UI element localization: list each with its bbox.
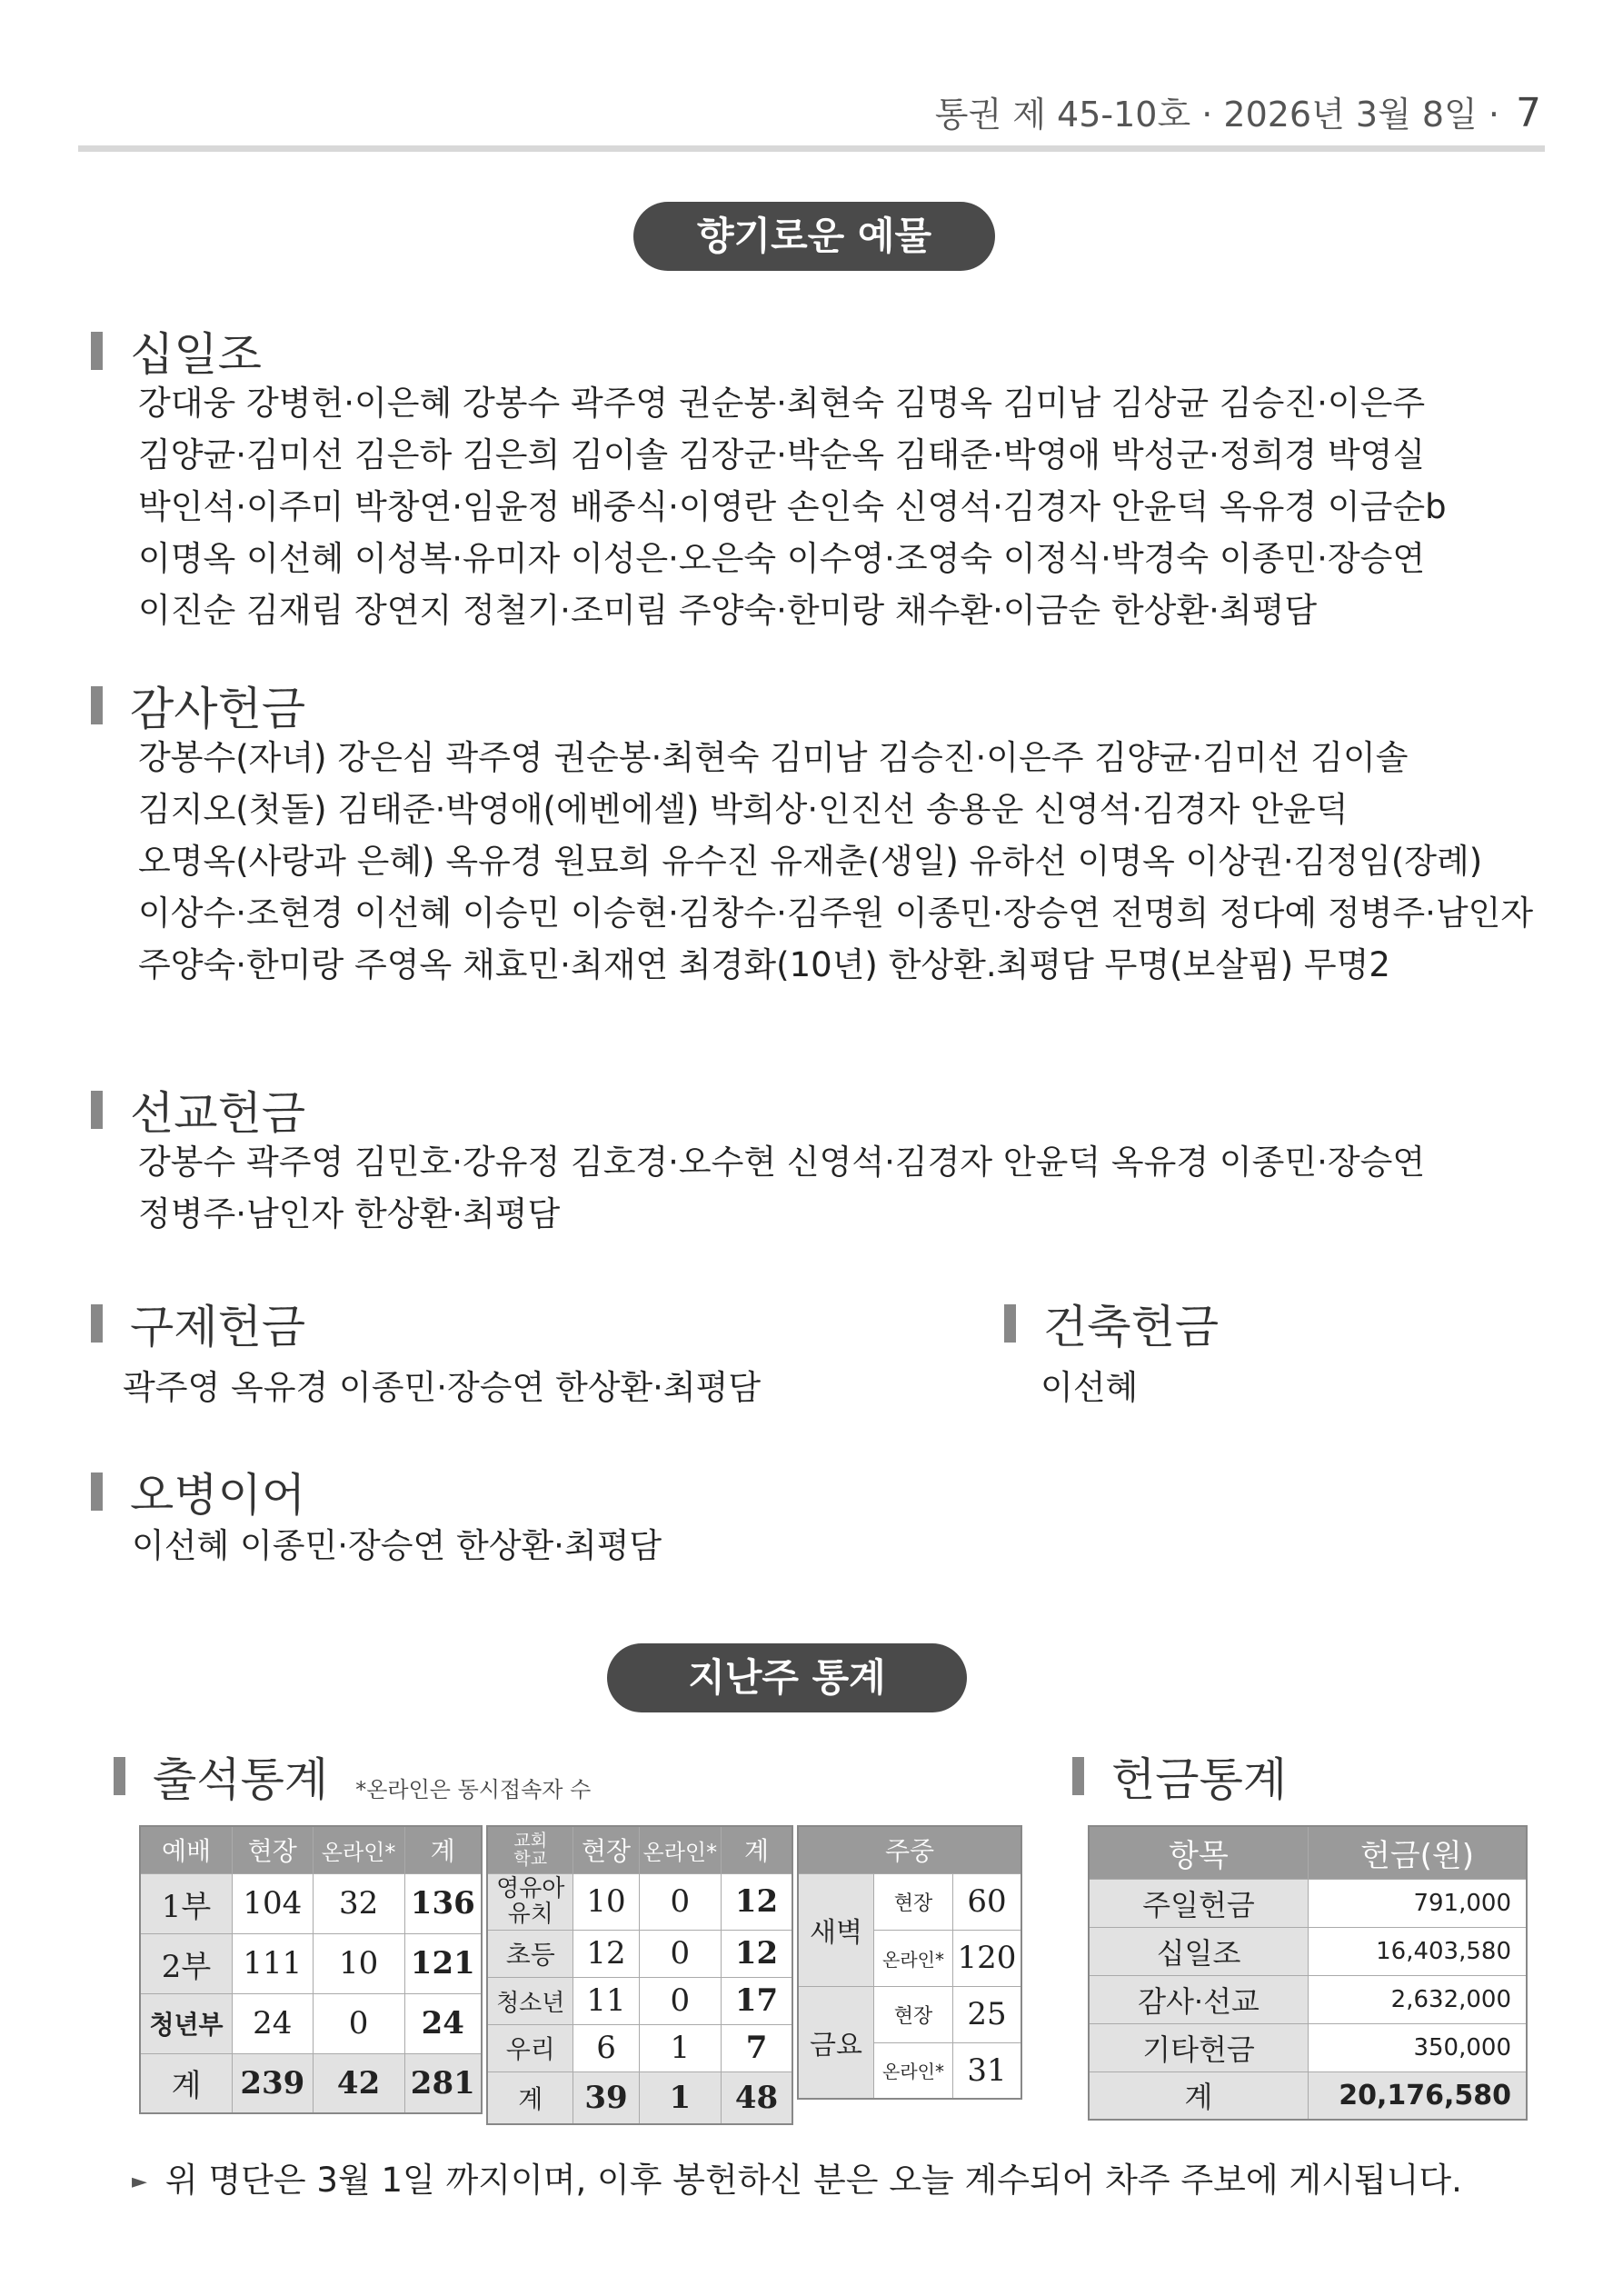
group-label: 금요 [798,1986,874,2099]
thanks-names [138,732,1533,991]
cell: 121 [404,1933,482,1993]
heading-bar [91,332,103,370]
cell: 0 [639,1930,722,1977]
name-line: 박인석·이주미 박창연·임윤정 배중식·이영란 손인숙 신영석·김경자 안윤덕 옥유경 이금순b [138,487,1447,526]
cell: 0 [313,1993,404,2053]
cell: 791,000 [1309,1879,1528,1927]
row-label: 감사·선교 [1089,1975,1309,2023]
footnote [132,2152,1462,2201]
sub-label: 현장 [874,1873,953,1930]
mission-names [138,1136,1425,1240]
name-line: 정병주·남인자 한상환·최평담 [138,1194,561,1233]
relief-title: 구제헌금 [130,1301,306,1353]
cell: 10 [313,1933,404,1993]
building-heading [1004,1291,1219,1356]
sub-label: 온라인* [874,1930,953,1986]
cell: 24 [404,1993,482,2053]
attendance-note: *온라인은 동시접속자 수 [355,1777,592,1802]
worship-attendance-table [139,1825,483,2114]
table-row [798,1986,1021,2042]
name-line: 강대웅 강병헌·이은혜 강봉수 곽주영 권순봉·최현숙 김명옥 김미남 김상균 김승진·이은주 [138,384,1426,423]
col-header: 현장 [233,1826,314,1873]
table-row [487,1977,792,2024]
cell: 1 [639,2024,722,2071]
heading-bar [1072,1757,1084,1795]
col-header: 현장 [573,1826,639,1873]
row-label: 우리 [487,2024,573,2071]
row-label: 계 [140,2053,233,2113]
table-row [798,1873,1021,1930]
cell: 120 [953,1930,1022,1986]
row-label: 청년부 [140,1993,233,2053]
issue-info: 통권 제 45-10호 · 2026년 3월 8일 · [934,95,1499,135]
table-row [1089,2023,1527,2071]
name-line: 곽주영 옥유경 이종민·장승연 한상환·최평담 [123,1368,762,1407]
col-header: 예배 [140,1826,233,1873]
mission-heading [91,1077,305,1143]
row-label: 계 [487,2071,573,2124]
cell: 281 [404,2053,482,2113]
table-row [1089,1879,1527,1927]
table-row [1089,1975,1527,2023]
school-attendance-table [486,1825,793,2125]
col-header: 항목 [1089,1826,1309,1879]
cell: 31 [953,2042,1022,2099]
name-line: 이명옥 이선혜 이성복·유미자 이성은·오은숙 이수영·조영숙 이정식·박경숙 이종민·장승연 [138,539,1426,578]
tithe-names [138,377,1447,636]
name-line: 김양균·김미선 김은하 김은희 김이솔 김장군·박순옥 김태준·박영애 박성군·정희경 박영실 [138,435,1426,474]
cell: 11 [573,1977,639,2024]
name-line: 김지오(첫돌) 김태준·박영애(에벤에셀) 박희상·인진선 송용운 신영석·김경자 안윤덕 [138,790,1349,829]
table-row [140,1873,482,1933]
total-row [1089,2071,1527,2120]
cell: 136 [404,1873,482,1933]
stats-section-pill: 지난주 통계 [607,1643,967,1712]
cell: 239 [233,2053,314,2113]
cell: 24 [233,1993,314,2053]
cell: 0 [639,1873,722,1930]
tithe-title: 십일조 [130,328,262,381]
col-header: 계 [404,1826,482,1873]
col-header: 온라인* [313,1826,404,1873]
relief-names [123,1362,761,1413]
building-title: 건축헌금 [1043,1301,1220,1353]
cell: 32 [313,1873,404,1933]
col-header: 헌금(원) [1309,1826,1528,1879]
weekday-attendance-table [797,1825,1022,2100]
attendance-title: 출석통계 [153,1753,329,1806]
total-row [140,2053,482,2113]
cell: 12 [573,1930,639,1977]
cell: 25 [953,1986,1022,2042]
money-heading [1072,1743,1287,1809]
offering-stats-table [1088,1825,1528,2121]
cell: 12 [722,1873,792,1930]
mission-title: 선교헌금 [130,1087,306,1140]
heading-bar [91,1304,103,1343]
cell: 17 [722,1977,792,2024]
triangle-arrow-icon: ► [132,2171,147,2193]
name-line: 오명옥(사랑과 은혜) 옥유경 원묘희 유수진 유재춘(생일) 유하선 이명옥 이상권·김정임(장례) [138,842,1483,881]
col-header: 계 [722,1826,792,1873]
row-label: 영유아 유치 [487,1873,573,1930]
cell: 111 [233,1933,314,1993]
name-line: 이선혜 이종민·장승연 한상환·최평담 [132,1526,662,1565]
relief-heading [91,1291,305,1356]
col-header: 교회 학교 [487,1826,573,1873]
cell: 0 [639,1977,722,2024]
sub-label: 현장 [874,1986,953,2042]
row-label: 십일조 [1089,1927,1309,1975]
table-row [140,1993,482,2053]
cell: 10 [573,1873,639,1930]
table-row [487,2024,792,2071]
heading-bar [91,1472,103,1511]
cell: 16,403,580 [1309,1927,1528,1975]
heading-bar [91,686,103,724]
group-label: 새벽 [798,1873,874,1986]
thanks-heading [91,673,305,738]
cell: 104 [233,1873,314,1933]
cell: 1 [639,2071,722,2124]
name-line: 이선혜 [1041,1368,1139,1407]
page-number: 7 [1516,90,1541,136]
cell: 42 [313,2053,404,2113]
name-line: 강봉수(자녀) 강은심 곽주영 권순봉·최현숙 김미남 김승진·이은주 김양균·김미선 김이솔 [138,738,1409,777]
attendance-heading [114,1743,591,1809]
fiveloaves-title: 오병이어 [130,1469,306,1522]
cell: 48 [722,2071,792,2124]
table-row [1089,1927,1527,1975]
total-row [487,2071,792,2124]
cell: 12 [722,1930,792,1977]
row-label: 2부 [140,1933,233,1993]
col-header: 온라인* [639,1826,722,1873]
footnote-text: 위 명단은 3월 1일 까지이며, 이후 봉헌하신 분은 오늘 계수되어 차주 주보에 게시됩니다. [164,2161,1462,2200]
cell: 7 [722,2024,792,2071]
col-header: 주중 [798,1826,1021,1873]
fiveloaves-names [132,1520,662,1572]
thanks-title: 감사헌금 [130,683,306,735]
heading-bar [1004,1304,1016,1343]
heading-bar [114,1757,125,1795]
fiveloaves-heading [91,1459,305,1524]
cell: 60 [953,1873,1022,1930]
cell: 39 [573,2071,639,2124]
table-row [487,1873,792,1930]
building-names [1041,1362,1138,1413]
cell: 6 [573,2024,639,2071]
row-label: 주일헌금 [1089,1879,1309,1927]
page-header [82,86,1541,141]
heading-bar [91,1091,103,1129]
row-label: 초등 [487,1930,573,1977]
cell: 20,176,580 [1309,2071,1528,2120]
table-row [487,1930,792,1977]
row-label: 1부 [140,1873,233,1933]
cell: 2,632,000 [1309,1975,1528,2023]
offerings-section-pill: 향기로운 예물 [633,202,995,271]
name-line: 이진순 김재림 장연지 정철기·조미림 주양숙·한미랑 채수환·이금순 한상환·최평담 [138,591,1318,630]
sub-label: 온라인* [874,2042,953,2099]
name-line: 강봉수 곽주영 김민호·강유정 김호경·오수현 신영석·김경자 안윤덕 옥유경 이종민·장승연 [138,1143,1426,1182]
row-label: 청소년 [487,1977,573,2024]
cell: 350,000 [1309,2023,1528,2071]
row-label: 계 [1089,2071,1309,2120]
row-label: 기타헌금 [1089,2023,1309,2071]
header-divider [78,145,1545,152]
money-title: 헌금통계 [1111,1753,1288,1806]
name-line: 이상수·조현경 이선혜 이승민 이승현·김창수·김주원 이종민·장승연 전명희 정다예 정병주·남인자 [138,893,1534,933]
table-row [140,1933,482,1993]
name-line: 주양숙·한미랑 주영옥 채효민·최재연 최경화(10년) 한상환.최평담 무명(보살핌) 무명2 [138,945,1390,984]
tithe-heading [91,318,262,384]
